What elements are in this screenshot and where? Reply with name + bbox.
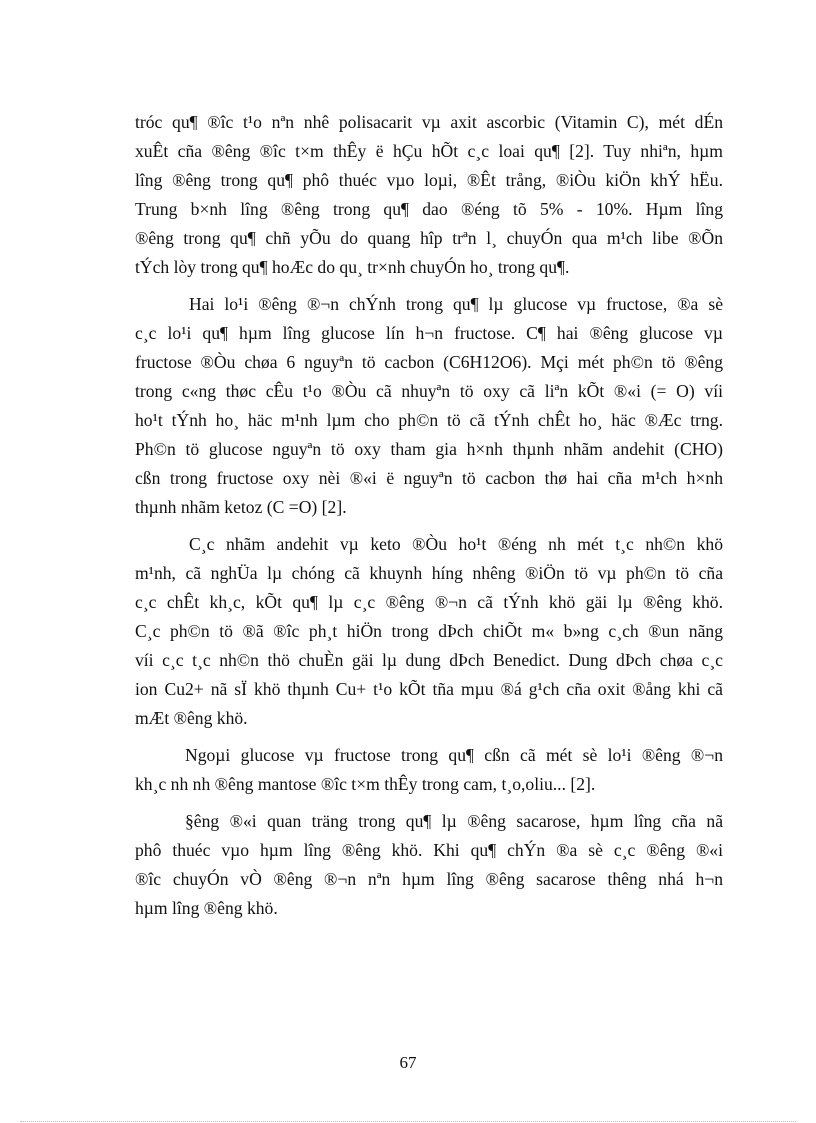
text-line: tróc qu¶ ®îc t¹o nªn nhê polisacarit vµ axit ascorbic (Vitamin C), mét dÉn (135, 112, 723, 132)
text-line: c¸c lo¹i qu¶ hµm lîng glucose lín h¬n fructose. C¶ hai ®êng glucose vµ (135, 323, 723, 343)
page-number: 67 (399, 1053, 417, 1072)
text-line: hµm lîng ®êng khö. (135, 898, 278, 918)
text-line: mÆt ®êng khö. (135, 708, 248, 728)
text-line: C¸c ph©n tö ®ã ®îc ph¸t hiÖn trong dÞch chiÕt m« b»ng c¸ch ®un nãng (135, 621, 723, 641)
text-line: trong c«ng thøc cÊu t¹o ®Òu cã nhuyªn tö oxy cã liªn kÕt ®«i (= O) víi (135, 381, 723, 401)
text-line: ®îc chuyÓn vÒ ®êng ®¬n nªn hµm lîng ®êng sacarose thêng nhá h¬n (135, 869, 723, 889)
text-line: fructose ®Òu chøa 6 nguyªn tö cacbon (C6H12O6). Mçi mét ph©n tö ®êng (135, 352, 723, 372)
text-line: C¸c nhãm andehit vµ keto ®Òu ho¹t ®éng nh mét t¸c nh©n khö (189, 534, 723, 554)
text-line: cßn trong fructose oxy nèi ®«i ë nguyªn tö cacbon thø hai cña m¹ch h×nh (135, 468, 723, 488)
text-line: Hai lo¹i ®êng ®¬n chÝnh trong qu¶ lµ glucose vµ fructose, ®a sè (189, 294, 723, 314)
text-line: m¹nh, cã nghÜa lµ chóng cã khuynh híng nhêng ®iÖn tö vµ ph©n tö cña (135, 563, 723, 583)
page-bottom-rule (20, 1121, 796, 1122)
text-line: §êng ®«i quan träng trong qu¶ lµ ®êng sacarose, hµm lîng cña nã (185, 811, 723, 831)
text-line: xuÊt cña ®êng ®îc t×m thÊy ë hÇu hÕt c¸c loai qu¶ [2]. Tuy nhiªn, hµm (135, 141, 723, 161)
text-line: thµnh nhãm ketoz (C =O) [2]. (135, 497, 347, 517)
text-line: tÝch lòy trong qu¶ hoÆc do qu¸ tr×nh chuyÓn ho¸ trong qu¶. (135, 257, 570, 277)
text-line: ion Cu2+ nã sÏ khö thµnh Cu+ t¹o kÕt tña mµu ®á g¹ch cña oxit ®ång khi cã (135, 679, 723, 699)
text-line: ho¹t tÝnh ho¸ häc m¹nh lµm cho ph©n tö cã tÝnh chÊt ho¸ häc ®Æc trng. (135, 410, 723, 430)
text-line: kh¸c nh nh ®êng mantose ®îc t×m thÊy trong cam, t¸o,oliu... [2]. (135, 774, 596, 794)
text-line: Ph©n tö glucose nguyªn tö oxy tham gia h×nh thµnh nhãm andehit (CHO) (135, 439, 723, 459)
text-line: lîng ®êng trong qu¶ phô thuéc vµo loµi, ®Êt trång, ®iÒu kiÖn khÝ hËu. (135, 170, 723, 190)
text-line: víi c¸c t¸c nh©n thö chuÈn gäi lµ dung dÞch Benedict. Dung dÞch chøa c¸c (135, 650, 723, 670)
text-line: Ngoµi glucose vµ fructose trong qu¶ cßn cã mét sè lo¹i ®êng ®¬n (185, 745, 723, 765)
body-text (135, 108, 723, 923)
text-line: Trung b×nh lîng ®êng trong qu¶ dao ®éng tõ 5% - 10%. Hµm lîng (135, 199, 723, 219)
text-line: phô thuéc vµo hµm lîng ®êng khö. Khi qu¶ chÝn ®a sè c¸c ®êng ®«i (135, 840, 723, 860)
text-line: ®êng trong qu¶ chñ yÕu do quang hîp trªn l¸ chuyÓn qua m¹ch libe ®Õn (135, 228, 723, 248)
text-line: c¸c chÊt kh¸c, kÕt qu¶ lµ c¸c ®êng ®¬n cã tÝnh khö gäi lµ ®êng khö. (135, 592, 723, 612)
